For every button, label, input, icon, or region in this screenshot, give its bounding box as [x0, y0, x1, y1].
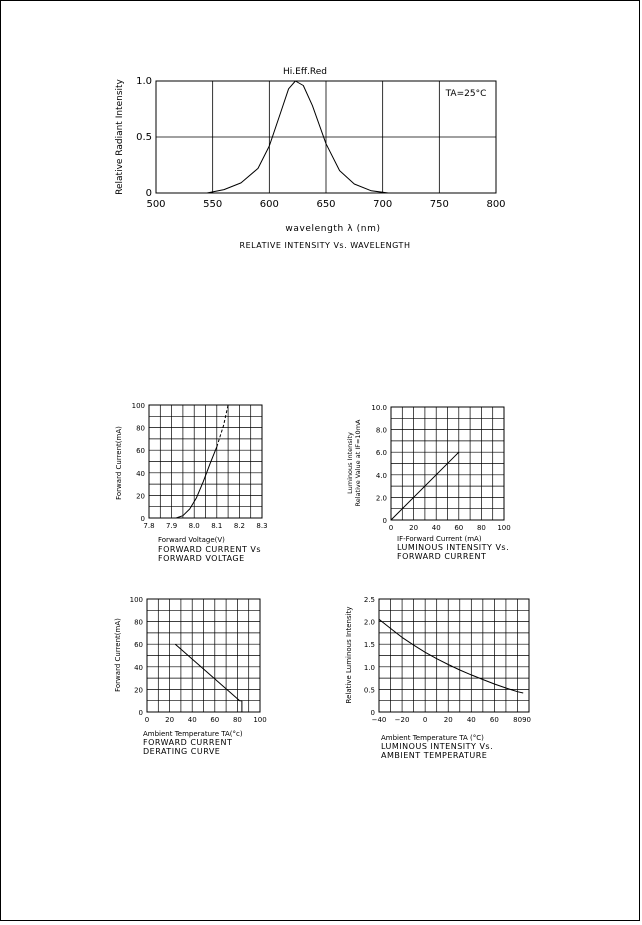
- y-tick-label: 4.0: [375, 471, 387, 480]
- x-tick-label: 80: [476, 524, 486, 532]
- x-tick-label: 100: [253, 716, 267, 724]
- tick-labels: [371, 404, 510, 532]
- x-tick-label: 650: [316, 199, 336, 210]
- y-tick-label: 20: [136, 492, 145, 501]
- x-tick-label: 20: [165, 716, 175, 724]
- series-line-dashed: [217, 405, 228, 447]
- x-tick-label: 7.9: [166, 522, 178, 530]
- y-axis-label-line-2: Relative Value at IF=10mA: [354, 419, 362, 507]
- x-tick-label: 700: [373, 199, 393, 210]
- temperature-annotation: TA=25°C: [445, 89, 487, 99]
- x-tick-label: 8.3: [256, 522, 268, 530]
- y-tick-label: 80: [136, 424, 145, 433]
- y-tick-label: 2.0: [363, 618, 375, 627]
- y-tick-label: 0: [140, 515, 145, 523]
- x-tick-label: 550: [203, 199, 223, 210]
- tick-labels: [130, 596, 267, 724]
- y-tick-label: 2.0: [375, 494, 387, 503]
- chart-caption-line-2: FORWARD VOLTAGE: [158, 554, 245, 563]
- grid-lines: [147, 599, 260, 712]
- x-axis-label: Forward Voltage(V): [158, 536, 225, 544]
- y-tick-label: 8.0: [375, 426, 387, 435]
- x-axis-label: IF-Forward Current (mA): [397, 535, 482, 543]
- chart-caption-line-2: DERATING CURVE: [143, 747, 221, 756]
- forward-current-vs-voltage-chart: [109, 399, 289, 569]
- relative-intensity-vs-wavelength-chart: [101, 56, 531, 256]
- chart-caption-line-1: FORWARD CURRENT: [143, 738, 233, 747]
- y-tick-label: 0: [138, 709, 143, 717]
- x-tick-label: 8.2: [233, 522, 245, 530]
- y-tick-label: 0: [370, 709, 375, 717]
- forward-current-derating-chart: [109, 591, 289, 761]
- x-tick-label: 0: [144, 716, 150, 724]
- y-tick-label: 100: [129, 596, 143, 604]
- luminous-intensity-vs-temperature-chart: [339, 591, 544, 763]
- y-tick-label: 60: [134, 641, 143, 650]
- data-lines: [379, 619, 523, 693]
- x-tick-label: 60: [210, 716, 220, 724]
- x-tick-label: 60: [489, 716, 499, 724]
- y-tick-label: 0: [145, 188, 152, 199]
- y-tick-label: 6.0: [375, 449, 387, 458]
- x-tick-label: 80: [232, 716, 242, 724]
- y-axis-label: Forward Current(mA): [114, 618, 122, 692]
- x-tick-label: −20: [394, 716, 410, 724]
- x-tick-label: 0: [388, 524, 394, 532]
- x-tick-label: 8.1: [211, 522, 223, 530]
- x-tick-label: 40: [466, 716, 476, 724]
- x-tick-label: 40: [187, 716, 197, 724]
- x-tick-label: 8.0: [188, 522, 200, 530]
- grid-lines: [149, 405, 262, 518]
- tick-labels: [132, 402, 268, 530]
- grid-lines: [379, 599, 529, 712]
- y-axis-label: Relative Radiant Intensity: [115, 79, 125, 195]
- x-tick-label: 20: [443, 716, 453, 724]
- y-tick-label: 1.0: [136, 76, 152, 87]
- chart-caption-line-1: LUMINOUS INTENSITY Vs.: [397, 543, 510, 552]
- x-tick-label: 8090: [513, 716, 531, 724]
- y-tick-label: 20: [134, 686, 143, 695]
- x-axis-label: wavelength λ (nm): [285, 224, 381, 234]
- y-tick-label: 1.5: [363, 641, 375, 650]
- y-axis-label: Relative Luminous Intensity: [345, 606, 353, 704]
- y-tick-label: 0: [382, 517, 387, 525]
- x-tick-label: 600: [259, 199, 279, 210]
- x-tick-label: 60: [454, 524, 464, 532]
- series-line: [176, 447, 217, 518]
- x-tick-label: 750: [429, 199, 449, 210]
- x-tick-label: 100: [497, 524, 511, 532]
- y-tick-label: 10.0: [371, 404, 387, 412]
- y-tick-label: 0.5: [363, 686, 375, 695]
- chart-title: Hi.Eff.Red: [283, 67, 327, 77]
- luminous-intensity-vs-current-chart: [341, 399, 521, 569]
- y-tick-label: 60: [136, 447, 145, 456]
- x-tick-label: −40: [371, 716, 387, 724]
- y-tick-label: 80: [134, 618, 143, 627]
- chart-caption: RELATIVE INTENSITY Vs. WAVELENGTH: [239, 241, 411, 250]
- chart-caption-line-1: FORWARD CURRENT Vs: [158, 545, 262, 554]
- x-tick-label: 500: [146, 199, 166, 210]
- x-axis-label: Ambient Temperature TA(°c): [143, 730, 243, 738]
- y-tick-label: 1.0: [363, 663, 375, 672]
- x-tick-label: 20: [409, 524, 419, 532]
- series-line: [379, 619, 523, 693]
- y-tick-label: 2.5: [363, 596, 375, 604]
- y-tick-label: 100: [131, 402, 145, 410]
- chart-caption-line-1: LUMINOUS INTENSITY Vs.: [381, 742, 494, 751]
- x-tick-label: 800: [486, 199, 506, 210]
- x-tick-label: 40: [431, 524, 441, 532]
- x-axis-label: Ambient Temperature TA (°C): [381, 734, 484, 742]
- chart-caption-line-2: AMBIENT TEMPERATURE: [381, 751, 488, 760]
- y-tick-label: 40: [134, 663, 143, 672]
- y-tick-label: 0.5: [136, 132, 152, 143]
- chart-caption-line-2: FORWARD CURRENT: [397, 552, 487, 561]
- y-axis-label-line-1: Luminous Intensity: [346, 432, 354, 494]
- x-tick-label: 7.8: [143, 522, 155, 530]
- x-tick-label: 0: [422, 716, 428, 724]
- y-tick-label: 40: [136, 469, 145, 478]
- y-axis-label: Forward Current(mA): [115, 426, 123, 500]
